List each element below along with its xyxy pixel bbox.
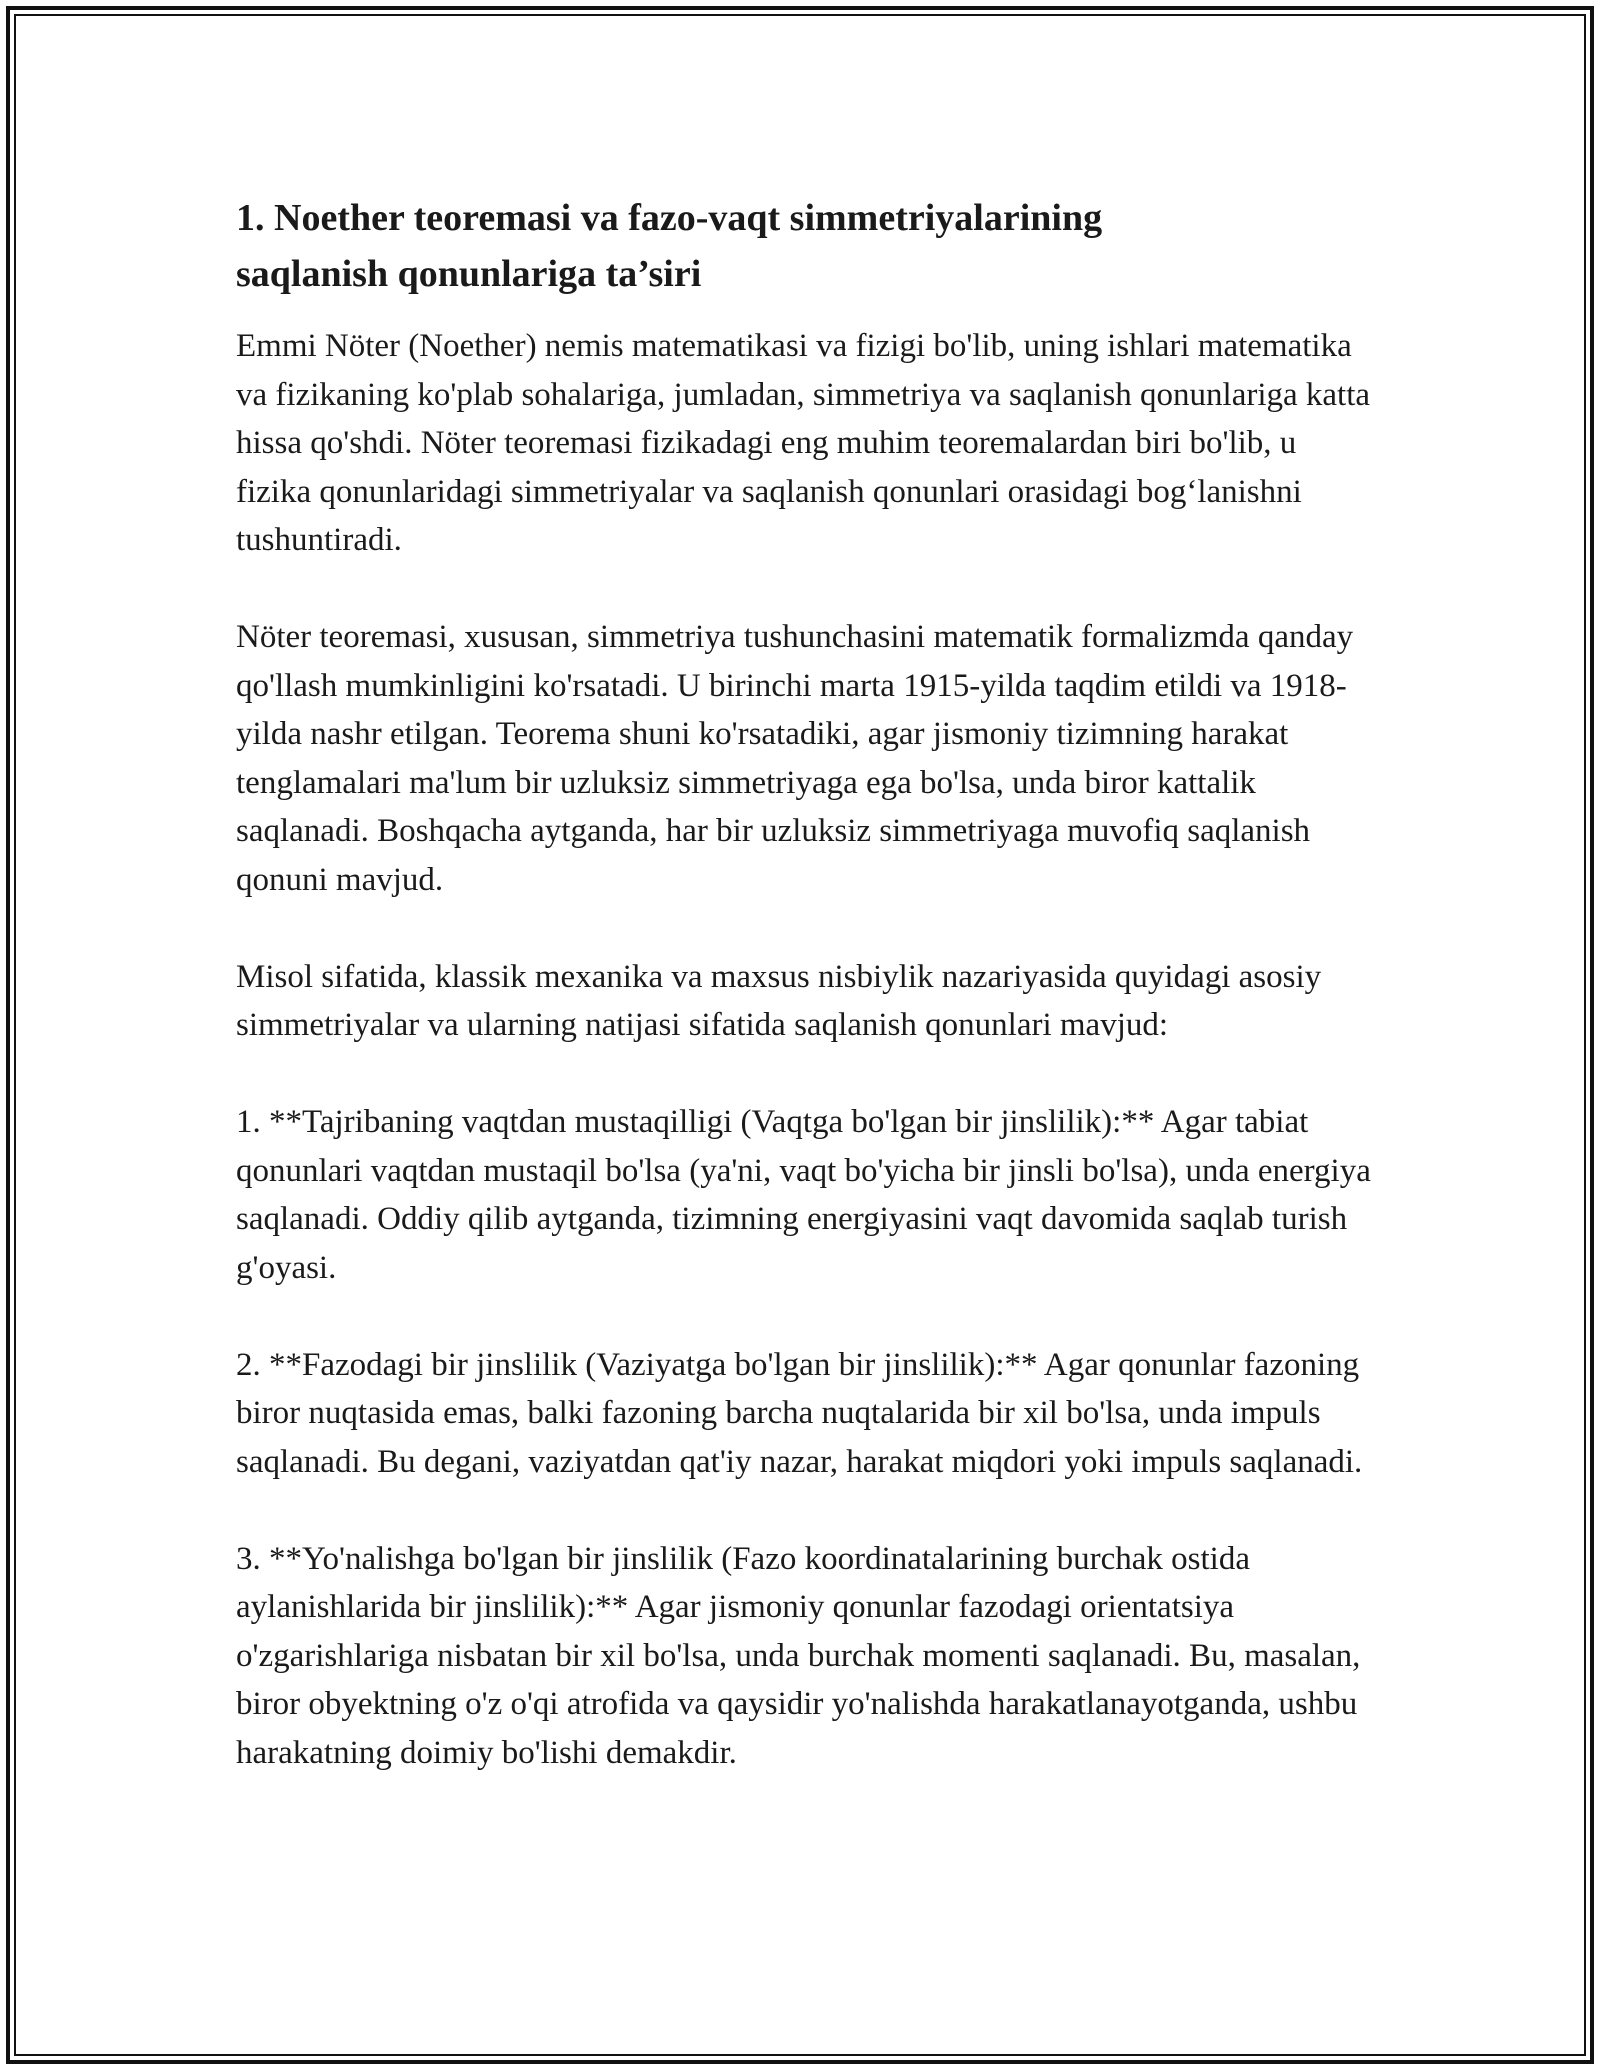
paragraph-theorem: Nöter teoremasi, xususan, simmetriya tushunchasini matematik formalizmda qanday qo'llash mumkinligini ko'rsatadi. U birinchi marta 1915-yilda taqdim etildi va 1918-yilda nashr etilgan. Teorema shuni ko'rsatadiki, agar jismoniy tizimning harakat tenglamalari ma'lum bir uzluksiz simmetriyaga ega bo'lsa, unda biror kattalik saqlanadi. Boshqacha aytganda, har bir uzluksiz simmetriyaga muvofiq saqlanish qonuni mavjud. bbox=[236, 619, 1354, 898]
document-body bbox=[236, 190, 1376, 1826]
list-item-time-homogeneity: 1. **Tajribaning vaqtdan mustaqilligi (Vaqtga bo'lgan bir jinslilik):** Agar tabiat qonunlari vaqtdan mustaqil bo'lsa (ya'ni, vaqt bo'yicha bir jinsli bo'lsa), unda energiya saqlanadi. Oddiy qilib aytganda, tizimning energiyasini vaqt davomida saqlab turish g'oyasi. bbox=[236, 1104, 1371, 1286]
paragraph-intro: Emmi Nöter (Noether) nemis matematikasi va fizigi bo'lib, uning ishlari matematika va fizikaning ko'plab sohalariga, jumladan, simmetriya va saqlanish qonunlariga katta hissa qo'shdi. Nöter teoremasi fizikadagi eng muhim teoremalardan biri bo'lib, u fizika qonunlaridagi simmetriyalar va saqlanish qonunlari orasidagi bog‘lanishni tushuntiradi. bbox=[236, 328, 1371, 558]
list-item-space-homogeneity: 2. **Fazodagi bir jinslilik (Vaziyatga bo'lgan bir jinslilik):** Agar qonunlar fazoning biror nuqtasida emas, balki fazoning barcha nuqtalarida bir xil bo'lsa, unda impuls saqlanadi. Bu degani, vaziyatdan qat'iy nazar, harakat miqdori yoki impuls saqlanadi. bbox=[236, 1346, 1363, 1480]
list-item-isotropy: 3. **Yo'nalishga bo'lgan bir jinslilik (Fazo koordinatalarining burchak ostida aylanishlarida bir jinslilik):** Agar jismoniy qonunlar fazodagi orientatsiya o'zgarishlariga nisbatan bir xil bo'lsa, unda burchak momenti saqlanadi. Bu, masalan, biror obyektning o'z o'qi atrofida va qaysidir yo'nalishda harakatlanayotganda, ushbu harakatning doimiy bo'lishi demakdir. bbox=[236, 1540, 1361, 1771]
section-heading: 1. Noether teoremasi va fazo-vaqt simmetriyalarining saqlanish qonunlariga ta’siri bbox=[236, 197, 1103, 295]
paragraph-examples-intro: Misol sifatida, klassik mexanika va maxsus nisbiylik nazariyasida quyidagi asosiy simmetriyalar va ularning natijasi sifatida saqlanish qonunlari mavjud: bbox=[236, 958, 1322, 1043]
